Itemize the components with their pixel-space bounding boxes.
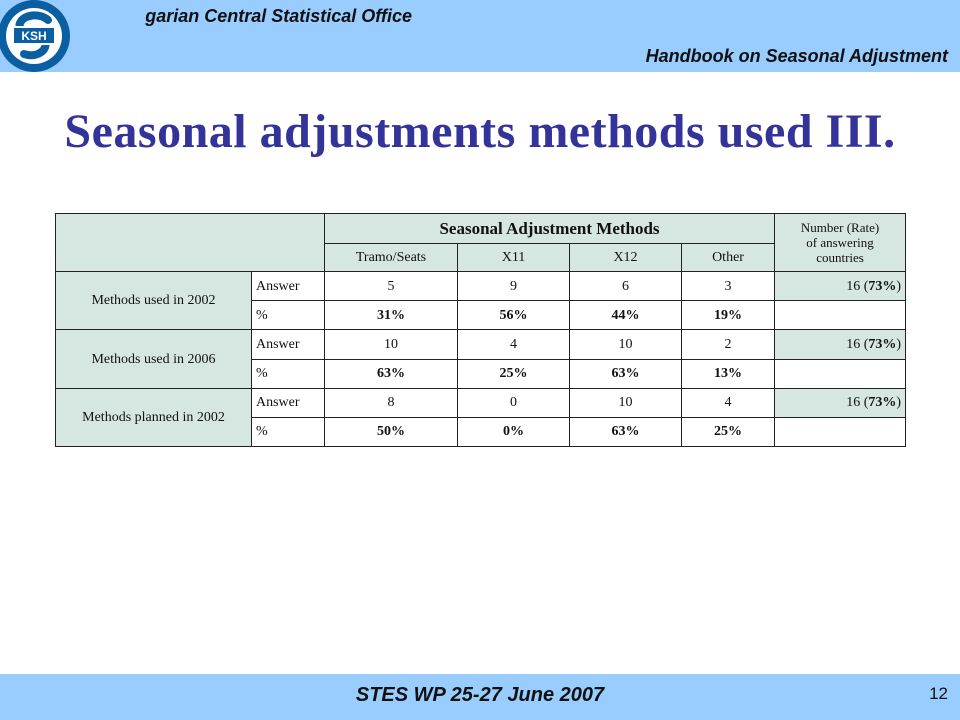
answer-cell: 8 — [325, 388, 458, 417]
answer-cell: 10 — [325, 330, 458, 359]
answer-cell: 10 — [570, 388, 682, 417]
count-rate: 73% — [868, 278, 897, 294]
percent-label: % — [252, 417, 325, 446]
footer-band — [0, 674, 960, 720]
count-close: ) — [896, 395, 902, 411]
answer-cell: 2 — [682, 330, 775, 359]
answer-label: Answer — [252, 330, 325, 359]
answer-cell: 5 — [325, 272, 458, 301]
count-rate: 73% — [868, 337, 897, 353]
percent-cell: 56% — [458, 301, 570, 330]
answer-cell: 0 — [458, 388, 570, 417]
count-header-line: of answering — [806, 235, 874, 251]
count-cell — [775, 388, 906, 417]
column-header: Tramo/Seats — [325, 244, 458, 272]
table-row — [56, 272, 906, 301]
percent-cell: 63% — [570, 359, 682, 388]
logo-text: KSH — [21, 29, 47, 43]
empty-cell — [775, 301, 906, 330]
percent-cell: 0% — [458, 417, 570, 446]
percent-cell: 50% — [325, 417, 458, 446]
answer-cell: 10 — [570, 330, 682, 359]
answer-cell: 6 — [570, 272, 682, 301]
count-close: ) — [896, 278, 902, 294]
group-header: Seasonal Adjustment Methods — [325, 214, 775, 244]
percent-label: % — [252, 301, 325, 330]
page-number: 12 — [929, 684, 948, 703]
table-row — [56, 330, 906, 359]
count-close: ) — [896, 337, 902, 353]
count-value: 16 ( — [846, 278, 869, 294]
count-header — [775, 214, 906, 272]
table-row — [56, 388, 906, 417]
footer-text: STES WP 25-27 June 2007 — [355, 684, 605, 706]
count-cell — [775, 330, 906, 359]
answer-label: Answer — [252, 388, 325, 417]
percent-cell: 63% — [325, 359, 458, 388]
empty-cell — [775, 417, 906, 446]
table-corner-cell — [56, 214, 325, 272]
organization-name: garian Central Statistical Office — [145, 6, 412, 26]
percent-cell: 25% — [682, 417, 775, 446]
header-band — [0, 0, 960, 72]
row-label: Methods used in 2006 — [56, 330, 252, 388]
count-cell — [775, 272, 906, 301]
answer-label: Answer — [252, 272, 325, 301]
answer-cell: 4 — [682, 388, 775, 417]
percent-cell: 44% — [570, 301, 682, 330]
count-value: 16 ( — [846, 337, 869, 353]
row-label: Methods used in 2002 — [56, 272, 252, 330]
percent-cell: 31% — [325, 301, 458, 330]
column-header: Other — [682, 244, 775, 272]
methods-table — [55, 213, 906, 447]
percent-cell: 13% — [682, 359, 775, 388]
count-header-line: Number (Rate) — [800, 220, 880, 236]
answer-cell: 9 — [458, 272, 570, 301]
empty-cell — [775, 359, 906, 388]
row-label: Methods planned in 2002 — [56, 388, 252, 446]
column-header: X12 — [570, 244, 682, 272]
page-title: Seasonal adjustments methods used III. — [64, 105, 896, 158]
percent-cell: 25% — [458, 359, 570, 388]
count-value: 16 ( — [846, 395, 869, 411]
percent-cell: 63% — [570, 417, 682, 446]
column-header: X11 — [458, 244, 570, 272]
percent-label: % — [252, 359, 325, 388]
count-rate: 73% — [868, 395, 897, 411]
count-header-line: countries — [816, 250, 864, 266]
handbook-title: Handbook on Seasonal Adjustment — [645, 46, 948, 66]
answer-cell: 4 — [458, 330, 570, 359]
percent-cell: 19% — [682, 301, 775, 330]
ksh-logo — [0, 0, 74, 76]
answer-cell: 3 — [682, 272, 775, 301]
